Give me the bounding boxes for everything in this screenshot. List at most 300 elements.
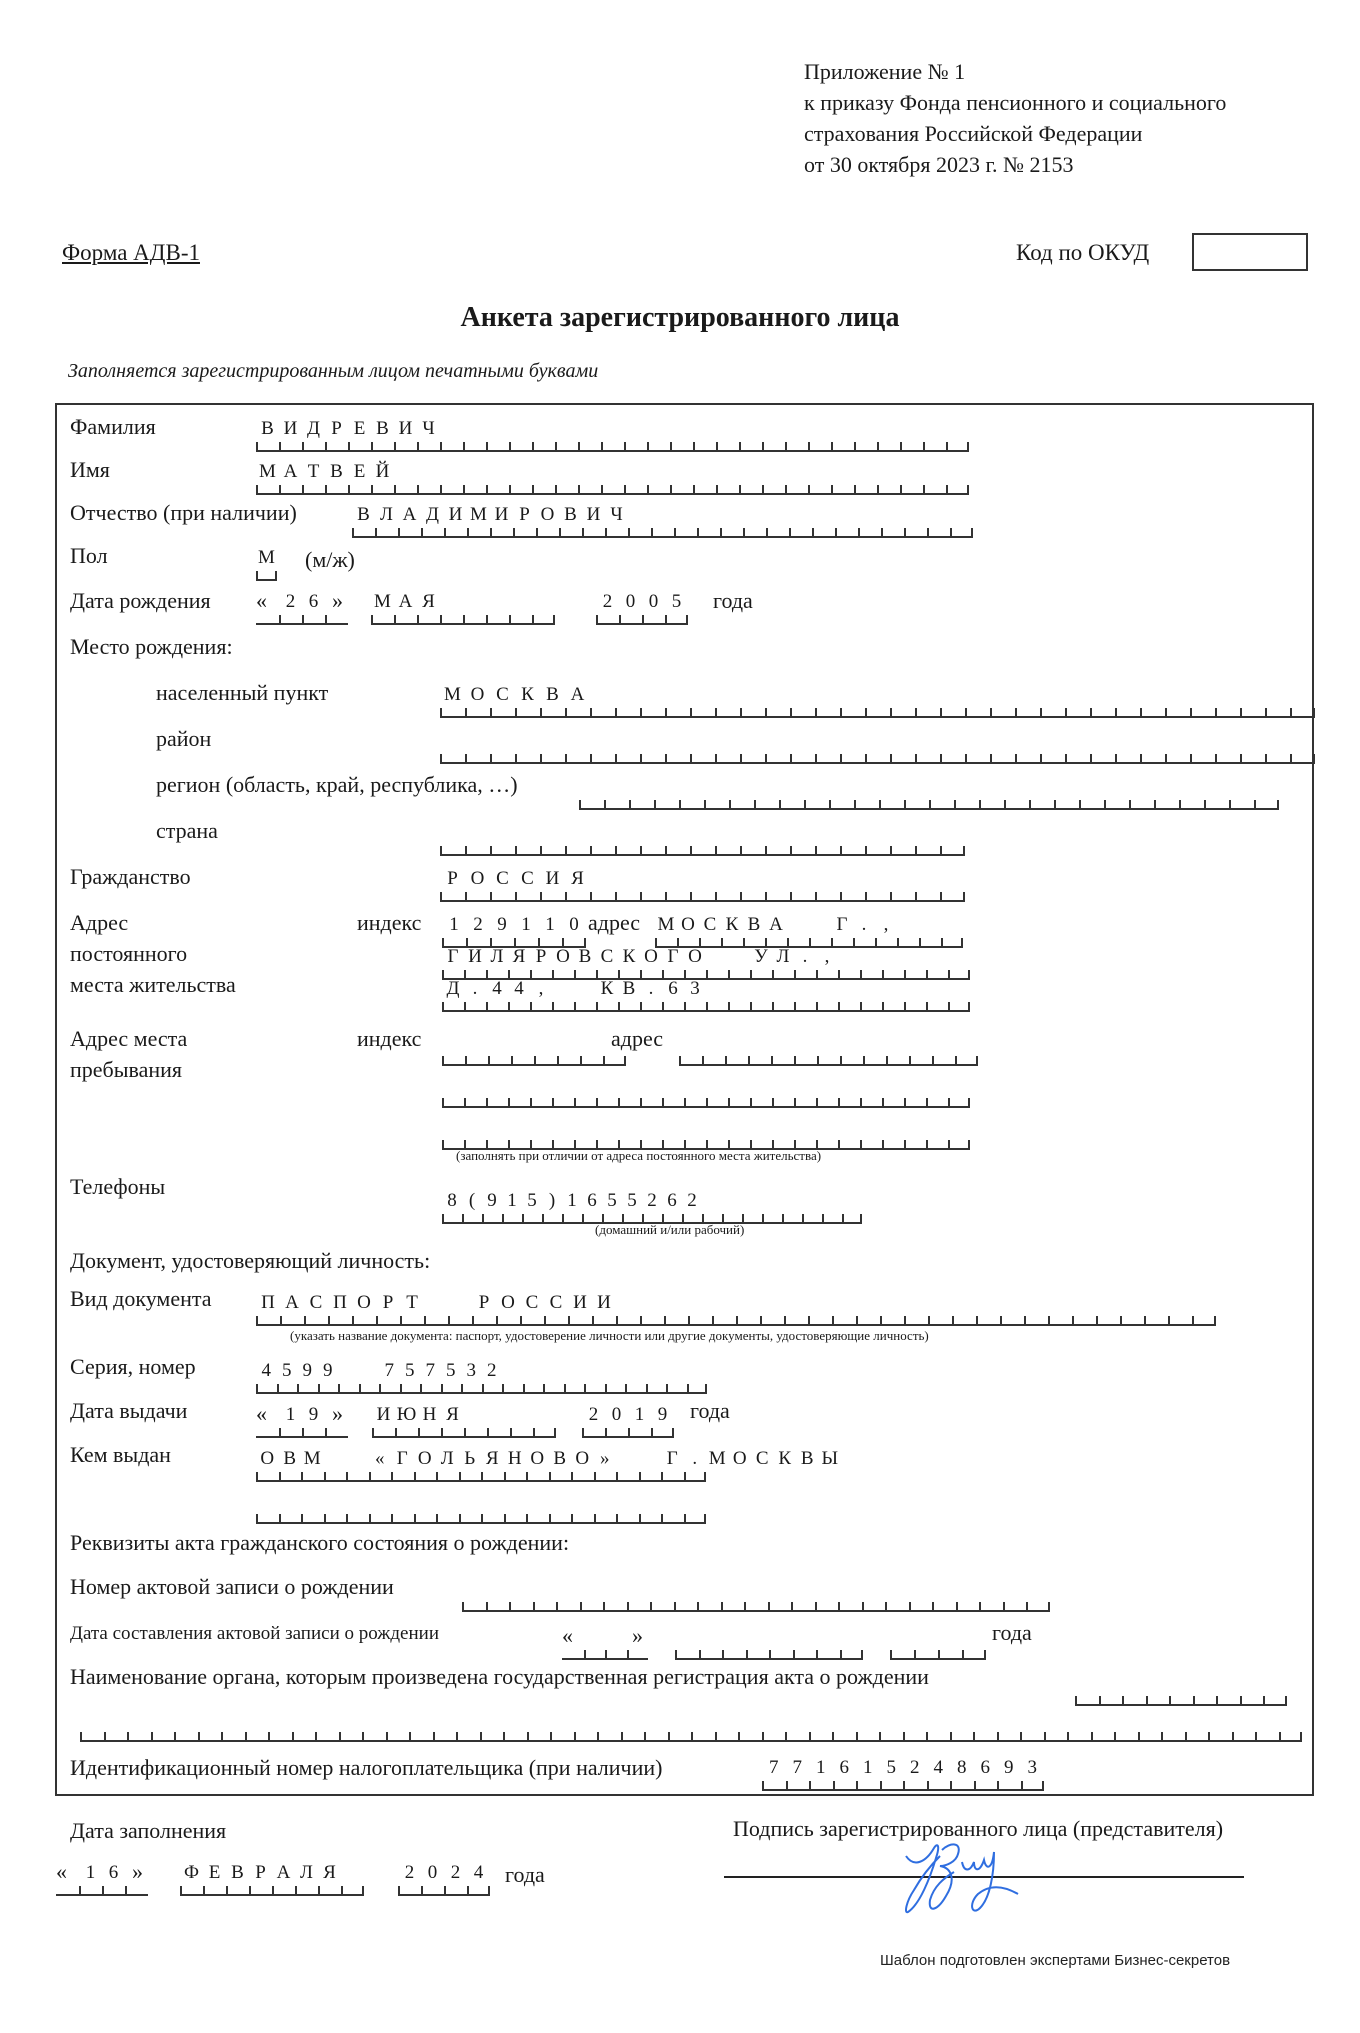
comb-tick [151,1732,153,1740]
comb-tick [704,1472,706,1480]
comb-tick [946,485,948,493]
appendix-line-2: к приказу Фонда пенсионного и социального [804,90,1227,115]
comb-tick [684,1002,686,1010]
comb-tick [530,970,532,978]
comb-tick [594,1514,596,1522]
birth-record-day-field[interactable] [562,1623,648,1660]
comb-tick [904,528,906,536]
comb-char: 1 [545,914,555,935]
comb-tick [279,1428,281,1436]
comb-tick [831,938,833,946]
comb-tick [549,1514,551,1522]
comb-tick [831,442,833,450]
comb-tick [590,754,592,762]
stay-address-line2[interactable] [442,1074,970,1108]
comb-char: 2 [687,1190,697,1211]
comb-tick [881,528,883,536]
comb-tick [502,1214,504,1222]
comb-char: К [622,946,636,967]
comb-tick [769,1650,771,1658]
phones-label: Телефоны [70,1174,166,1199]
comb-tick [418,1428,420,1436]
comb-char: 2 [404,1862,415,1883]
comb-tick [409,1732,411,1740]
residence-address-line2[interactable] [442,946,970,980]
comb-tick [956,1602,958,1610]
comb-tick [856,1732,858,1740]
comb-tick [616,1472,618,1480]
comb-char: О [732,1448,747,1469]
comb-tick [440,708,442,716]
comb-tick [398,1886,400,1894]
comb-char: Я [571,868,584,889]
comb-char: М [708,1448,726,1469]
comb-char: 5 [527,1190,537,1211]
comb-tick [650,1602,652,1610]
residence-address-line3[interactable] [442,978,970,1012]
comb-char: В [376,418,389,439]
sex-field[interactable] [256,547,277,581]
comb-tick [590,892,592,900]
inn-field[interactable] [762,1757,1044,1791]
issue-month-field[interactable] [372,1404,556,1438]
comb-tick [1240,708,1242,716]
comb-char: 6 [839,1757,849,1778]
comb-tick [530,1002,532,1010]
comb-tick [578,442,580,450]
comb-tick [565,892,567,900]
comb-tick [584,1650,586,1658]
comb-tick [785,1732,787,1740]
comb-tick [324,1472,326,1480]
comb-tick [1154,800,1156,808]
comb-char: А [769,914,783,935]
inn-label: Идентификационный номер налогоплательщика (при наличии) [70,1755,663,1780]
comb-tick [880,1316,882,1324]
comb-tick [909,1602,911,1610]
comb-tick [417,442,419,450]
comb-tick [760,1316,762,1324]
comb-tick [590,846,592,854]
district-field[interactable] [440,730,1315,764]
comb-tick [417,615,419,623]
comb-char: 0 [427,1862,438,1883]
comb-char: 2 [487,1360,497,1381]
comb-tick [740,754,742,762]
comb-tick [532,485,534,493]
comb-tick [1075,1696,1077,1704]
issued-by-line1[interactable] [256,1448,839,1482]
comb-tick [808,485,810,493]
comb-tick [662,1098,664,1106]
comb-tick [854,485,856,493]
issue-month-field-comb-line [372,1428,556,1438]
comb-tick [948,1098,950,1106]
comb-char: . [802,946,808,967]
comb-tick [325,485,327,493]
comb-tick [1215,754,1217,762]
issue-year-field[interactable] [582,1404,674,1438]
birth-record-day-field-comb-line [562,1650,648,1660]
issue-year-suffix: года [690,1398,730,1423]
comb-char: С [496,868,509,889]
comb-tick [877,485,879,493]
region-field[interactable] [579,776,1279,810]
fill-month-field[interactable] [180,1862,364,1896]
comb-tick [463,615,465,623]
comb-tick [279,1514,281,1522]
comb-char: О [260,1448,275,1469]
comb-tick [1232,1732,1234,1740]
comb-tick [661,1472,663,1480]
birth-record-month-field[interactable] [675,1626,863,1660]
comb-tick [765,846,767,854]
okud-input[interactable] [1192,233,1308,271]
locality-field[interactable] [440,684,1315,718]
comb-tick [860,1214,862,1222]
comb-tick [1040,754,1042,762]
comb-tick [963,846,965,854]
comb-tick [490,846,492,854]
comb-tick [856,1781,858,1789]
comb-tick [984,1650,986,1658]
comb-tick [815,708,817,716]
patronymic-field[interactable] [352,504,973,538]
fill-day-field[interactable] [56,1859,148,1896]
comb-tick [557,1056,559,1064]
comb-tick [394,442,396,450]
comb-tick [674,1602,676,1610]
comb-tick [704,800,706,808]
birth-day-quote-open: « [256,588,267,613]
comb-char: С [549,1292,563,1313]
comb-tick [962,1650,964,1658]
comb-tick [816,970,818,978]
comb-tick [785,485,787,493]
comb-tick [842,1214,844,1222]
comb-tick [1090,754,1092,762]
comb-tick [808,442,810,450]
comb-char: А [398,591,413,612]
comb-tick [965,708,967,716]
comb-tick [526,1514,528,1522]
comb-char: Д [446,978,460,999]
comb-tick [1000,1316,1002,1324]
comb-char: Р [519,504,530,525]
comb-tick [292,1732,294,1740]
comb-tick [665,892,667,900]
comb-tick [245,1732,247,1740]
comb-tick [459,1514,461,1522]
comb-tick [596,615,598,623]
comb-char: О [530,1448,545,1469]
comb-tick [1140,754,1142,762]
comb-tick [522,1214,524,1222]
comb-char: 8 [957,1757,967,1778]
comb-char: Й [375,461,390,482]
comb-tick [1120,1316,1122,1324]
birth-year-field[interactable] [596,591,688,625]
comb-tick [927,528,929,536]
comb-char: 7 [425,1360,435,1381]
citizenship-label: Гражданство [70,864,191,889]
comb-char: 1 [85,1862,96,1883]
comb-tick [728,970,730,978]
comb-tick [1279,1732,1281,1740]
comb-tick [790,892,792,900]
comb-char: Я [446,1404,459,1425]
comb-char: С [600,946,614,967]
comb-char: Г [447,946,459,967]
residence-index-field[interactable] [442,914,586,948]
comb-tick [565,846,567,854]
comb-tick [1290,754,1292,762]
comb-tick [662,1002,664,1010]
comb-char: 2 [588,1404,599,1425]
comb-tick [502,1384,504,1392]
comb-tick [465,1056,467,1064]
comb-tick [442,970,444,978]
comb-char: В [553,1448,567,1469]
birth-record-authority-line2[interactable] [80,1708,1302,1742]
comb-tick [496,1316,498,1324]
comb-tick [523,1384,525,1392]
comb-tick [662,1140,664,1148]
comb-tick [552,1002,554,1010]
birth-record-year-suffix: года [992,1620,1032,1645]
comb-char: С [525,1292,539,1313]
comb-tick [618,970,620,978]
comb-tick [722,1650,724,1658]
comb-tick [840,1056,842,1064]
comb-char: 3 [1027,1757,1037,1778]
comb-tick [318,1384,320,1392]
comb-tick [1024,1316,1026,1324]
comb-char: Л [776,946,790,967]
comb-tick [762,1214,764,1222]
comb-tick [508,970,510,978]
template-credit: Шаблон подготовлен экспертами Бизнес-секретов [880,1952,1231,1969]
birth-record-authority-label: Наименование органа, которым произведена государственная регистрация акта о рождении [70,1664,929,1689]
series-field-comb-line [256,1384,707,1394]
comb-char: 6 [108,1862,119,1883]
comb-tick [568,1316,570,1324]
comb-tick [854,800,856,808]
series-field[interactable] [256,1360,707,1394]
comb-char: 2 [450,1862,461,1883]
comb-tick [605,528,607,536]
form-code: Форма АДВ-1 [62,240,200,265]
comb-tick [890,754,892,762]
comb-tick [574,1002,576,1010]
comb-tick [640,1140,642,1148]
comb-tick [840,1650,842,1658]
comb-tick [391,1514,393,1522]
comb-tick [552,1140,554,1148]
comb-tick [706,1098,708,1106]
stay-address-line1[interactable] [679,1032,978,1066]
country-field[interactable] [440,822,965,856]
comb-tick [860,1098,862,1106]
stay-address-line3[interactable] [442,1116,970,1150]
comb-tick [1216,1696,1218,1704]
comb-tick [584,938,586,946]
comb-char: 7 [769,1757,779,1778]
comb-tick [715,846,717,854]
comb-char: И [597,1292,611,1313]
comb-tick [765,754,767,762]
comb-tick [256,1316,258,1324]
comb-tick [1161,1732,1163,1740]
residence-label-3: места жительства [70,972,236,997]
comb-tick [832,1316,834,1324]
comb-tick [979,1602,981,1610]
birth-record-year-field[interactable] [890,1626,986,1660]
comb-tick [914,1650,916,1658]
comb-tick [762,1781,764,1789]
comb-tick [768,1602,770,1610]
birth-record-authority-line1[interactable] [1075,1672,1287,1706]
comb-char: В [747,914,761,935]
comb-tick [582,1428,584,1436]
comb-char: 6 [587,1190,597,1211]
fill-year-field[interactable] [398,1862,490,1896]
comb-tick [328,1316,330,1324]
comb-tick [1190,754,1192,762]
comb-tick [919,938,921,946]
surname-field[interactable] [256,418,969,452]
stay-address-line1-comb-line [679,1056,978,1066]
comb-tick [1290,708,1292,716]
comb-tick [341,1886,343,1894]
comb-tick [530,1098,532,1106]
residence-address-line1[interactable] [655,914,963,948]
fill-day-quote-open: « [56,1859,67,1884]
residence-index-label: индекс [357,910,422,935]
comb-tick [882,1140,884,1148]
comb-tick [885,1602,887,1610]
comb-tick [538,938,540,946]
comb-tick [765,938,767,946]
comb-tick [1229,800,1231,808]
id-type-field[interactable] [256,1292,1216,1326]
comb-tick [785,442,787,450]
residence-address-line3-comb-line [442,1002,970,1012]
comb-tick [465,892,467,900]
comb-char: 9 [308,1404,319,1425]
comb-tick [882,970,884,978]
comb-char: , [538,978,544,999]
issue-day-field[interactable] [256,1401,348,1438]
comb-tick [555,442,557,450]
comb-tick [950,1732,952,1740]
comb-tick [549,1472,551,1480]
comb-char: Т [307,461,320,482]
comb-tick [511,1056,513,1064]
birth-month-field[interactable] [371,591,555,625]
comb-char: 9 [302,1360,312,1381]
comb-char: О [540,504,555,525]
name-field[interactable] [256,461,969,495]
comb-tick [856,1316,858,1324]
comb-tick [640,1002,642,1010]
fill-year-suffix: года [505,1862,545,1887]
comb-tick [772,970,774,978]
birth-month-field-comb-line [371,615,555,625]
citizenship-field[interactable] [440,868,965,902]
comb-char: О [681,914,695,935]
comb-tick [665,708,667,716]
birth-day-field[interactable] [256,588,348,625]
comb-tick [1179,800,1181,808]
comb-char: Ч [610,504,623,525]
comb-tick [530,1140,532,1148]
region-field-comb-line [579,800,1279,810]
phones-field[interactable] [442,1190,862,1224]
comb-tick [904,800,906,808]
comb-tick [809,938,811,946]
comb-char: Ф [183,1862,199,1883]
comb-tick [790,708,792,716]
comb-tick [790,846,792,854]
comb-char: 5 [607,1190,617,1211]
stay-address-line2-comb-line [442,1098,970,1108]
comb-tick [559,528,561,536]
comb-tick [790,754,792,762]
comb-tick [486,970,488,978]
comb-tick [789,528,791,536]
comb-tick [486,1002,488,1010]
comb-char: . [692,1448,698,1469]
comb-tick [180,1886,182,1894]
comb-char: С [309,1292,323,1313]
comb-tick [948,1002,950,1010]
comb-char: Д [307,418,320,439]
comb-tick [615,754,617,762]
comb-tick [915,846,917,854]
comb-tick [835,528,837,536]
comb-char: Р [382,1292,394,1313]
stay-index-field[interactable] [442,1032,626,1066]
surname-label: Фамилия [70,414,156,439]
comb-tick [929,800,931,808]
comb-char: И [494,504,509,525]
birth-year-field-comb-line [596,615,688,625]
issued-by-line2[interactable] [256,1490,706,1524]
birth-record-number-field[interactable] [462,1578,1050,1612]
series-label: Серия, номер [70,1354,196,1379]
comb-char: В [261,418,274,439]
comb-tick [579,800,581,808]
comb-tick [816,1098,818,1106]
comb-tick [861,1650,863,1658]
comb-tick [793,1650,795,1658]
comb-tick [909,1056,911,1064]
comb-tick [564,1384,566,1392]
comb-tick [226,1886,228,1894]
comb-tick [838,970,840,978]
birth-record-authority-line1-comb-line [1075,1696,1287,1706]
comb-char: О [688,946,702,967]
comb-tick [596,1098,598,1106]
comb-tick [979,800,981,808]
comb-tick [782,1214,784,1222]
comb-tick [565,708,567,716]
comb-tick [605,1650,607,1658]
comb-tick [1079,800,1081,808]
comb-tick [639,1514,641,1522]
comb-tick [386,1732,388,1740]
